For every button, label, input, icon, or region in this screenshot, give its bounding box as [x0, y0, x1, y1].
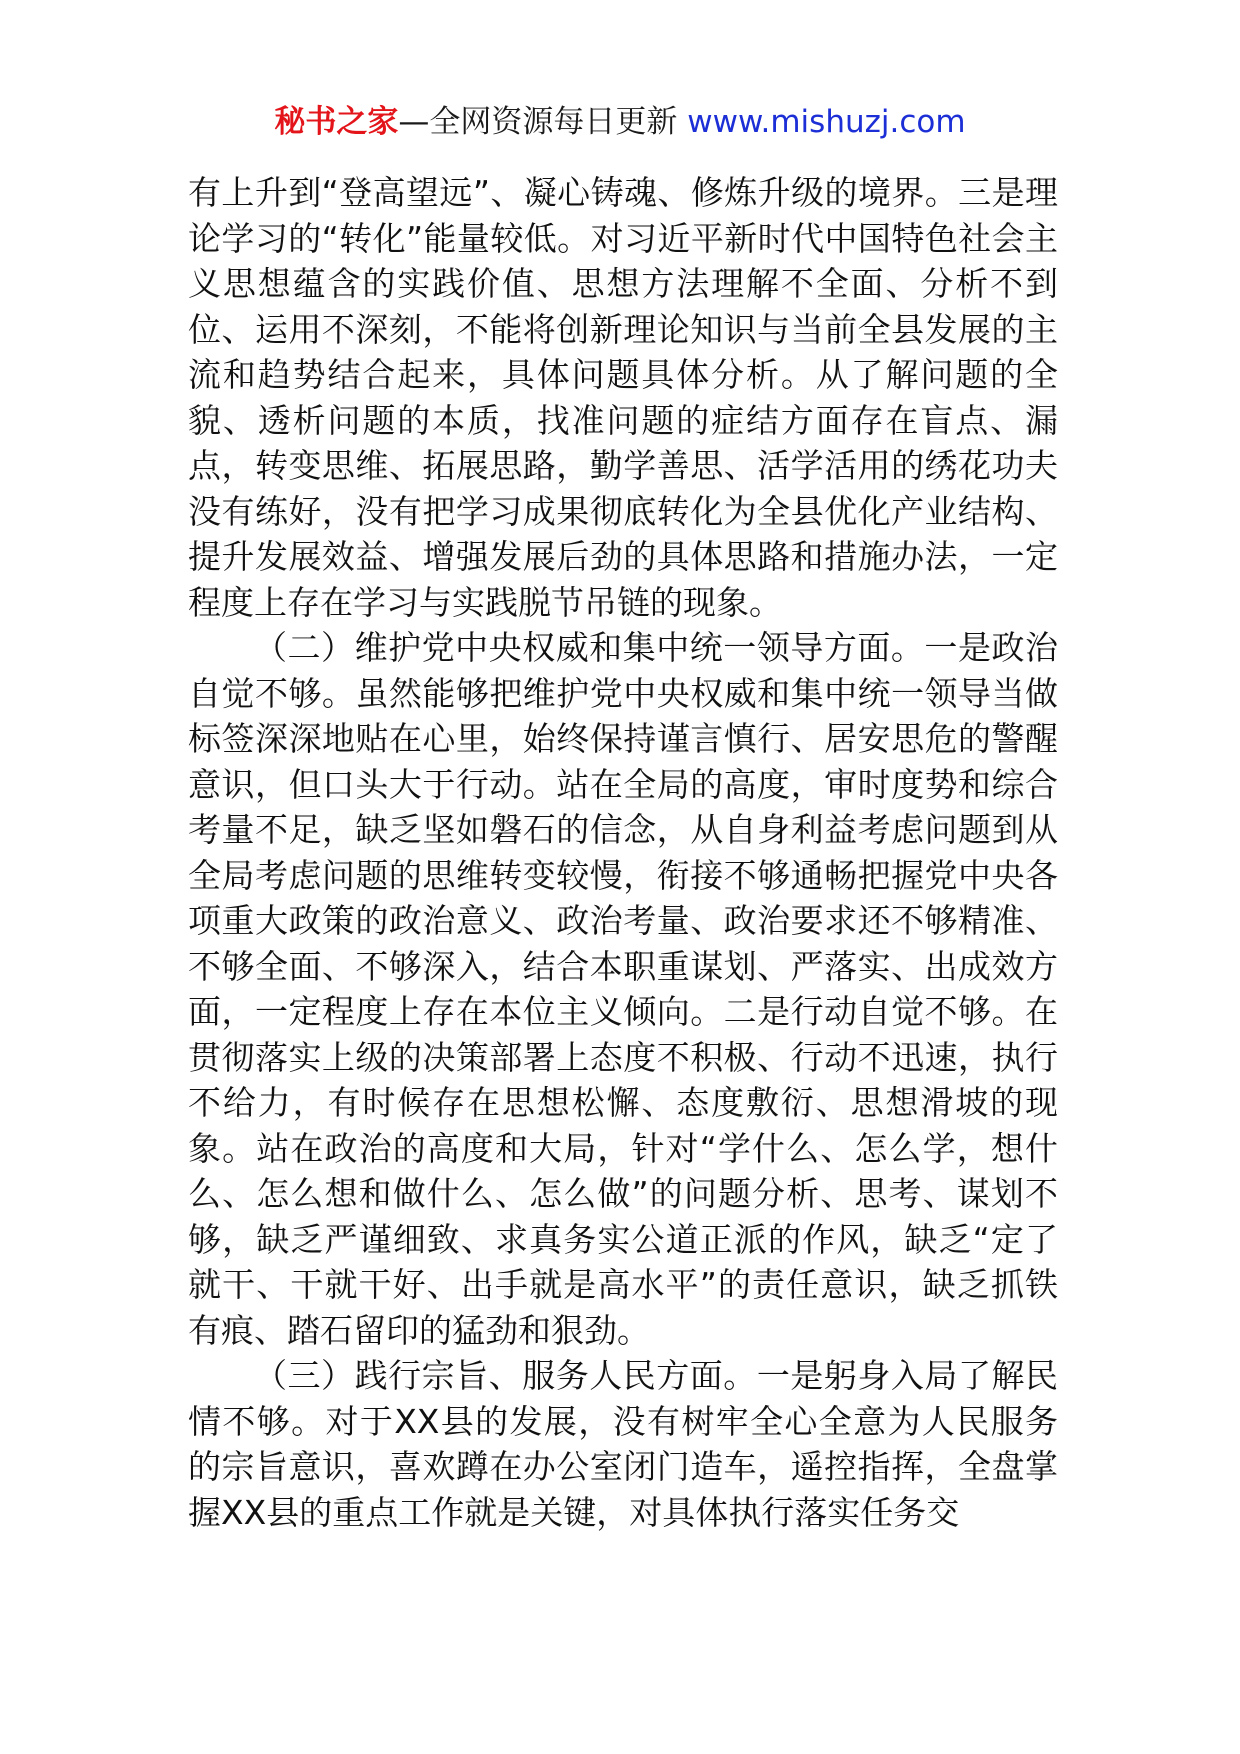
paragraph-continued: 有上升到“登高望远”、凝心铸魂、修炼升级的境界。三是理论学习的“转化”能量较低。对习近平新时代中国特色社会主义思想蕴含的实践价值、思想方法理解不全面、分析不到位、运用不深刻，不能将创新理论知识与当前全县发展的主流和趋势结合起来，具体问题具体分析。从了解问题的全貌、透析问题的本质，找准问题的症结方面存在盲点、漏点，转变思维、拓展思路，勤学善思、活学活用的绣花功夫没有练好，没有把学习成果彻底转化为全县优化产业结构、提升发展效益、增强发展后劲的具体思路和措施办法，一定程度上存在学习与实践脱节吊链的现象。: [188, 173, 1058, 622]
brand-name: 秘书之家: [274, 104, 399, 140]
header-tagline: —全网资源每日更新: [398, 104, 688, 140]
page-header: [0, 100, 1240, 144]
paragraph-section-2: （二）维护党中央权威和集中统一领导方面。一是政治自觉不够。虽然能够把维护党中央权威和集中统一领导当做标签深深地贴在心里，始终保持谨言慎行、居安思危的警醒意识，但口头大于行动。站在全局的高度，审时度势和综合考量不足，缺乏坚如磐石的信念，从自身利益考虑问题到从全局考虑问题的思维转变较慢，衔接不够通畅把握党中央各项重大政策的政治意义、政治考量、政治要求还不够精准、不够全面、不够深入，结合本职重谋划、严落实、出成效方面，一定程度上存在本位主义倾向。二是行动自觉不够。在贯彻落实上级的决策部署上态度不积极、行动不迅速，执行不给力，有时候存在思想松懈、态度敷衍、思想滑坡的现象。站在政治的高度和大局，针对“学什么、怎么学，想什么、怎么想和做什么、怎么做”的问题分析、思考、谋划不够，缺乏严谨细致、求真务实公道正派的作风，缺乏“定了就干、干就干好、出手就是高水平”的责任意识，缺乏抓铁有痕、踏石留印的猛劲和狠劲。: [188, 628, 1058, 1350]
paragraph-section-3: （三）践行宗旨、服务人民方面。一是躬身入局了解民情不够。对于XX县的发展，没有树牢全心全意为人民服务的宗旨意识，喜欢蹲在办公室闭门造车，遥控指挥，全盘掌握XX县的重点工作就是关键，对具体执行落实任务交: [188, 1356, 1058, 1532]
document-body: [188, 170, 1058, 1535]
website-link[interactable]: www.mishuzj.com: [687, 104, 966, 140]
